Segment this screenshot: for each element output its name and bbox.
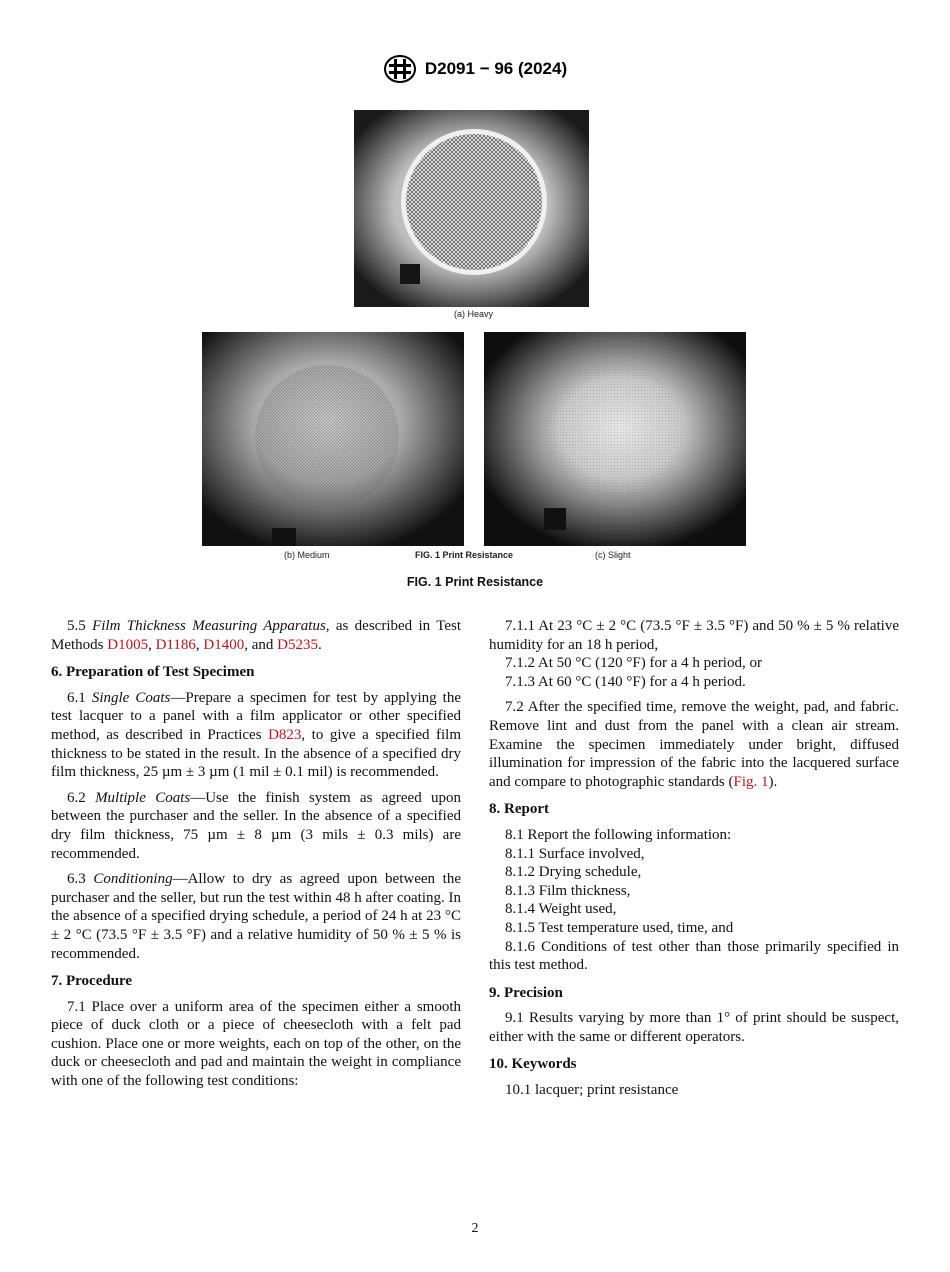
paragraph-10-1: 10.1 lacquer; print resistance bbox=[505, 1082, 679, 1099]
paragraph-7-2: 7.2 After the specified time, remove the weight, pad, and fabric. Remove lint and dust from the panel with a clean air stream. Examine the specimen immediately under bright, diffused illumination for impression of the fabric into the lacquered surface and compare to photographic standards (Fig. 1). bbox=[489, 699, 899, 790]
paragraph-6-1: 6.1 Single Coats—Prepare a specimen for test by applying the test lacquer to a panel with a film applicator or other specified method, as described in Practices D823, to give a specified film thickness to be stated in the result. In the absence of a specified dry film thickness, 25 µm ± 3 µm (1 mil ± 0.1 mil) is recommended. bbox=[51, 689, 461, 781]
paragraph-6-3: 6.3 Conditioning—Allow to dry as agreed upon between the purchaser and the seller, but run the test within 48 h after coating. In the absence of a specified drying schedule, a period of 24 h at 23 °C ± 2 °C (73.5 °F ± 3.5 °F) and a relative humidity of 50 % ± 5 % is recommended. bbox=[51, 871, 461, 962]
heading-section-6: 6. Preparation of Test Specimen bbox=[51, 664, 255, 681]
paragraph-9-1: 9.1 Results varying by more than 1° of print should be suspect, either with the same or different operators. bbox=[489, 1010, 899, 1045]
page-number: 2 bbox=[471, 1221, 479, 1236]
figure-inner-title: FIG. 1 Print Resistance bbox=[415, 550, 514, 560]
heading-section-7: 7. Procedure bbox=[51, 973, 133, 990]
link-fig-1[interactable]: Fig. 1 bbox=[733, 773, 769, 790]
link-d823[interactable]: D823 bbox=[268, 726, 302, 743]
photo-medium-label: (b) Medium bbox=[284, 550, 330, 560]
photo-slight bbox=[484, 332, 746, 546]
right-column bbox=[489, 617, 899, 1107]
paragraph-8-1-5: 8.1.5 Test temperature used, time, and bbox=[505, 919, 734, 936]
heading-section-9: 9. Precision bbox=[489, 984, 563, 1001]
paragraph-5-5: 5.5 Film Thickness Measuring Apparatus, as described in Test Methods D1005, D1186, D1400, and D5235. bbox=[51, 618, 461, 653]
photo-heavy bbox=[354, 110, 589, 307]
photo-heavy-label: (a) Heavy bbox=[454, 309, 494, 319]
page-header bbox=[0, 54, 950, 84]
standard-designation: D2091 − 96 (2024) bbox=[424, 59, 568, 78]
paragraph-8-1-4: 8.1.4 Weight used, bbox=[505, 901, 617, 918]
link-d1005[interactable]: D1005 bbox=[107, 636, 149, 653]
paragraph-8-1-2: 8.1.2 Drying schedule, bbox=[505, 864, 642, 881]
link-d1400[interactable]: D1400 bbox=[203, 636, 245, 653]
link-d5235[interactable]: D5235 bbox=[277, 636, 318, 653]
paragraph-7-1-3: 7.1.3 At 60 °C (140 °F) for a 4 h period. bbox=[505, 673, 746, 690]
heading-section-8: 8. Report bbox=[489, 801, 549, 818]
paragraph-7-1-1: 7.1.1 At 23 °C ± 2 °C (73.5 °F ± 3.5 °F) and 50 % ± 5 % relative humidity for an 18 h period, bbox=[489, 618, 899, 653]
photo-slight-label: (c) Slight bbox=[595, 550, 631, 560]
paragraph-7-1: 7.1 Place over a uniform area of the specimen either a smooth piece of duck cloth or a piece of cheesecloth with a felt pad cushion. Place one or more weights, each on top of the other, on the duck or cheesecloth and pad and maintain the weight in compliance with one of the following test conditions: bbox=[51, 998, 461, 1090]
paragraph-8-1-1: 8.1.1 Surface involved, bbox=[505, 845, 645, 862]
figure-caption: FIG. 1 Print Resistance bbox=[406, 575, 544, 589]
astm-logo-icon bbox=[383, 54, 417, 84]
heading-section-10: 10. Keywords bbox=[489, 1056, 577, 1073]
paragraph-6-2: 6.2 Multiple Coats—Use the finish system as agreed upon between the purchaser and the seller. In the absence of a specified dry film thickness, 75 µm ± 8 µm (3 mils ± 0.3 mils) are recommended. bbox=[51, 789, 461, 862]
photo-medium bbox=[202, 332, 464, 546]
paragraph-7-1-2: 7.1.2 At 50 °C (120 °F) for a 4 h period, or bbox=[505, 655, 762, 672]
paragraph-8-1-3: 8.1.3 Film thickness, bbox=[505, 882, 631, 899]
left-column bbox=[51, 617, 461, 1098]
paragraph-8-1: 8.1 Report the following information: bbox=[505, 826, 732, 843]
paragraph-8-1-6: 8.1.6 Conditions of test other than those primarily specified in this test method. bbox=[489, 938, 899, 974]
link-d1186[interactable]: D1186 bbox=[155, 636, 196, 653]
